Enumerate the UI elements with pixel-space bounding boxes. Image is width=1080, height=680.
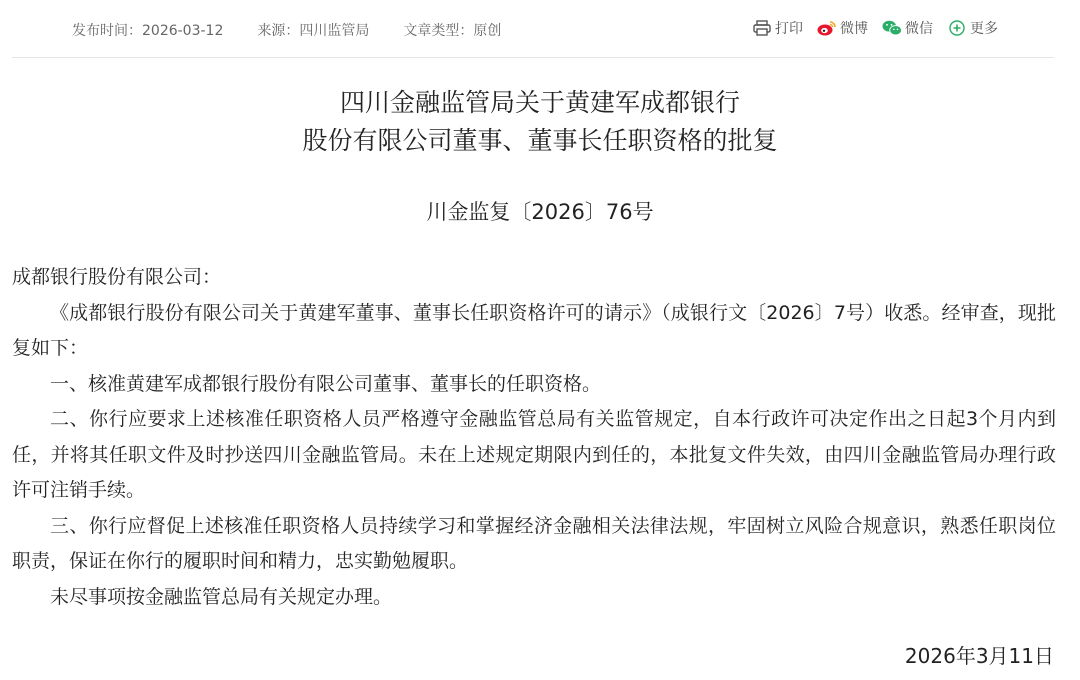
print-label: 打印 bbox=[775, 21, 803, 37]
paragraph-closing: 未尽事项按金融监管总局有关规定办理。 bbox=[50, 585, 393, 608]
plus-circle-icon bbox=[947, 18, 967, 38]
paragraph-item-3: 三、你行应督促上述核准任职资格人员持续学习和掌握经济金融相关法律法规，牢固树立风险合规意识，熟悉任职岗位职责，保证在你行的履职时间和精力，忠实勤勉履职。 bbox=[12, 514, 1056, 572]
title-line-2: 股份有限公司董事、董事长任职资格的批复 bbox=[302, 126, 778, 155]
article-meta-bar bbox=[12, 0, 1054, 58]
weibo-label: 微博 bbox=[840, 21, 868, 37]
more-label: 更多 bbox=[970, 21, 998, 37]
article-meta bbox=[72, 20, 501, 40]
addressee: 成都银行股份有限公司： bbox=[12, 266, 222, 288]
share-toolbar bbox=[752, 18, 998, 38]
document-number: 川金监复〔2026〕76号 bbox=[426, 200, 654, 224]
paragraph-item-1: 一、核准黄建军成都银行股份有限公司董事、董事长的任职资格。 bbox=[50, 372, 602, 395]
paragraph-item-2: 二、你行应要求上述核准任职资格人员严格遵守金融监管总局有关监管规定，自本行政许可决定作出之日起3个月内到任，并将其任职文件及时抄送四川金融监管局。未在上述规定期限内到任的，本批复文件失效，由四川金融监管局办理行政许可注销手续。 bbox=[12, 408, 1056, 501]
weibo-share-button[interactable] bbox=[817, 18, 868, 38]
title-line-1: 四川金融监管局关于黄建军成都银行 bbox=[339, 88, 740, 117]
more-share-button[interactable] bbox=[947, 18, 998, 38]
document-date: 2026年3月11日 bbox=[904, 644, 1054, 668]
print-button[interactable] bbox=[752, 18, 803, 38]
paragraph-request: 《成都银行股份有限公司关于黄建军董事、董事长任职资格许可的请示》（成银行文〔2026〕7号）收悉。经审查，现批复如下： bbox=[12, 301, 1056, 359]
article-source: 来源：四川监管局 bbox=[257, 23, 370, 39]
printer-icon bbox=[752, 18, 772, 38]
wechat-icon bbox=[882, 18, 902, 38]
article-type: 文章类型：原创 bbox=[403, 23, 502, 39]
article-body bbox=[12, 260, 1056, 615]
page-title bbox=[0, 84, 1080, 160]
weibo-icon bbox=[817, 18, 837, 38]
wechat-label: 微信 bbox=[905, 21, 933, 37]
wechat-share-button[interactable] bbox=[882, 18, 933, 38]
publish-time: 发布时间：2026-03-12 bbox=[72, 23, 224, 39]
